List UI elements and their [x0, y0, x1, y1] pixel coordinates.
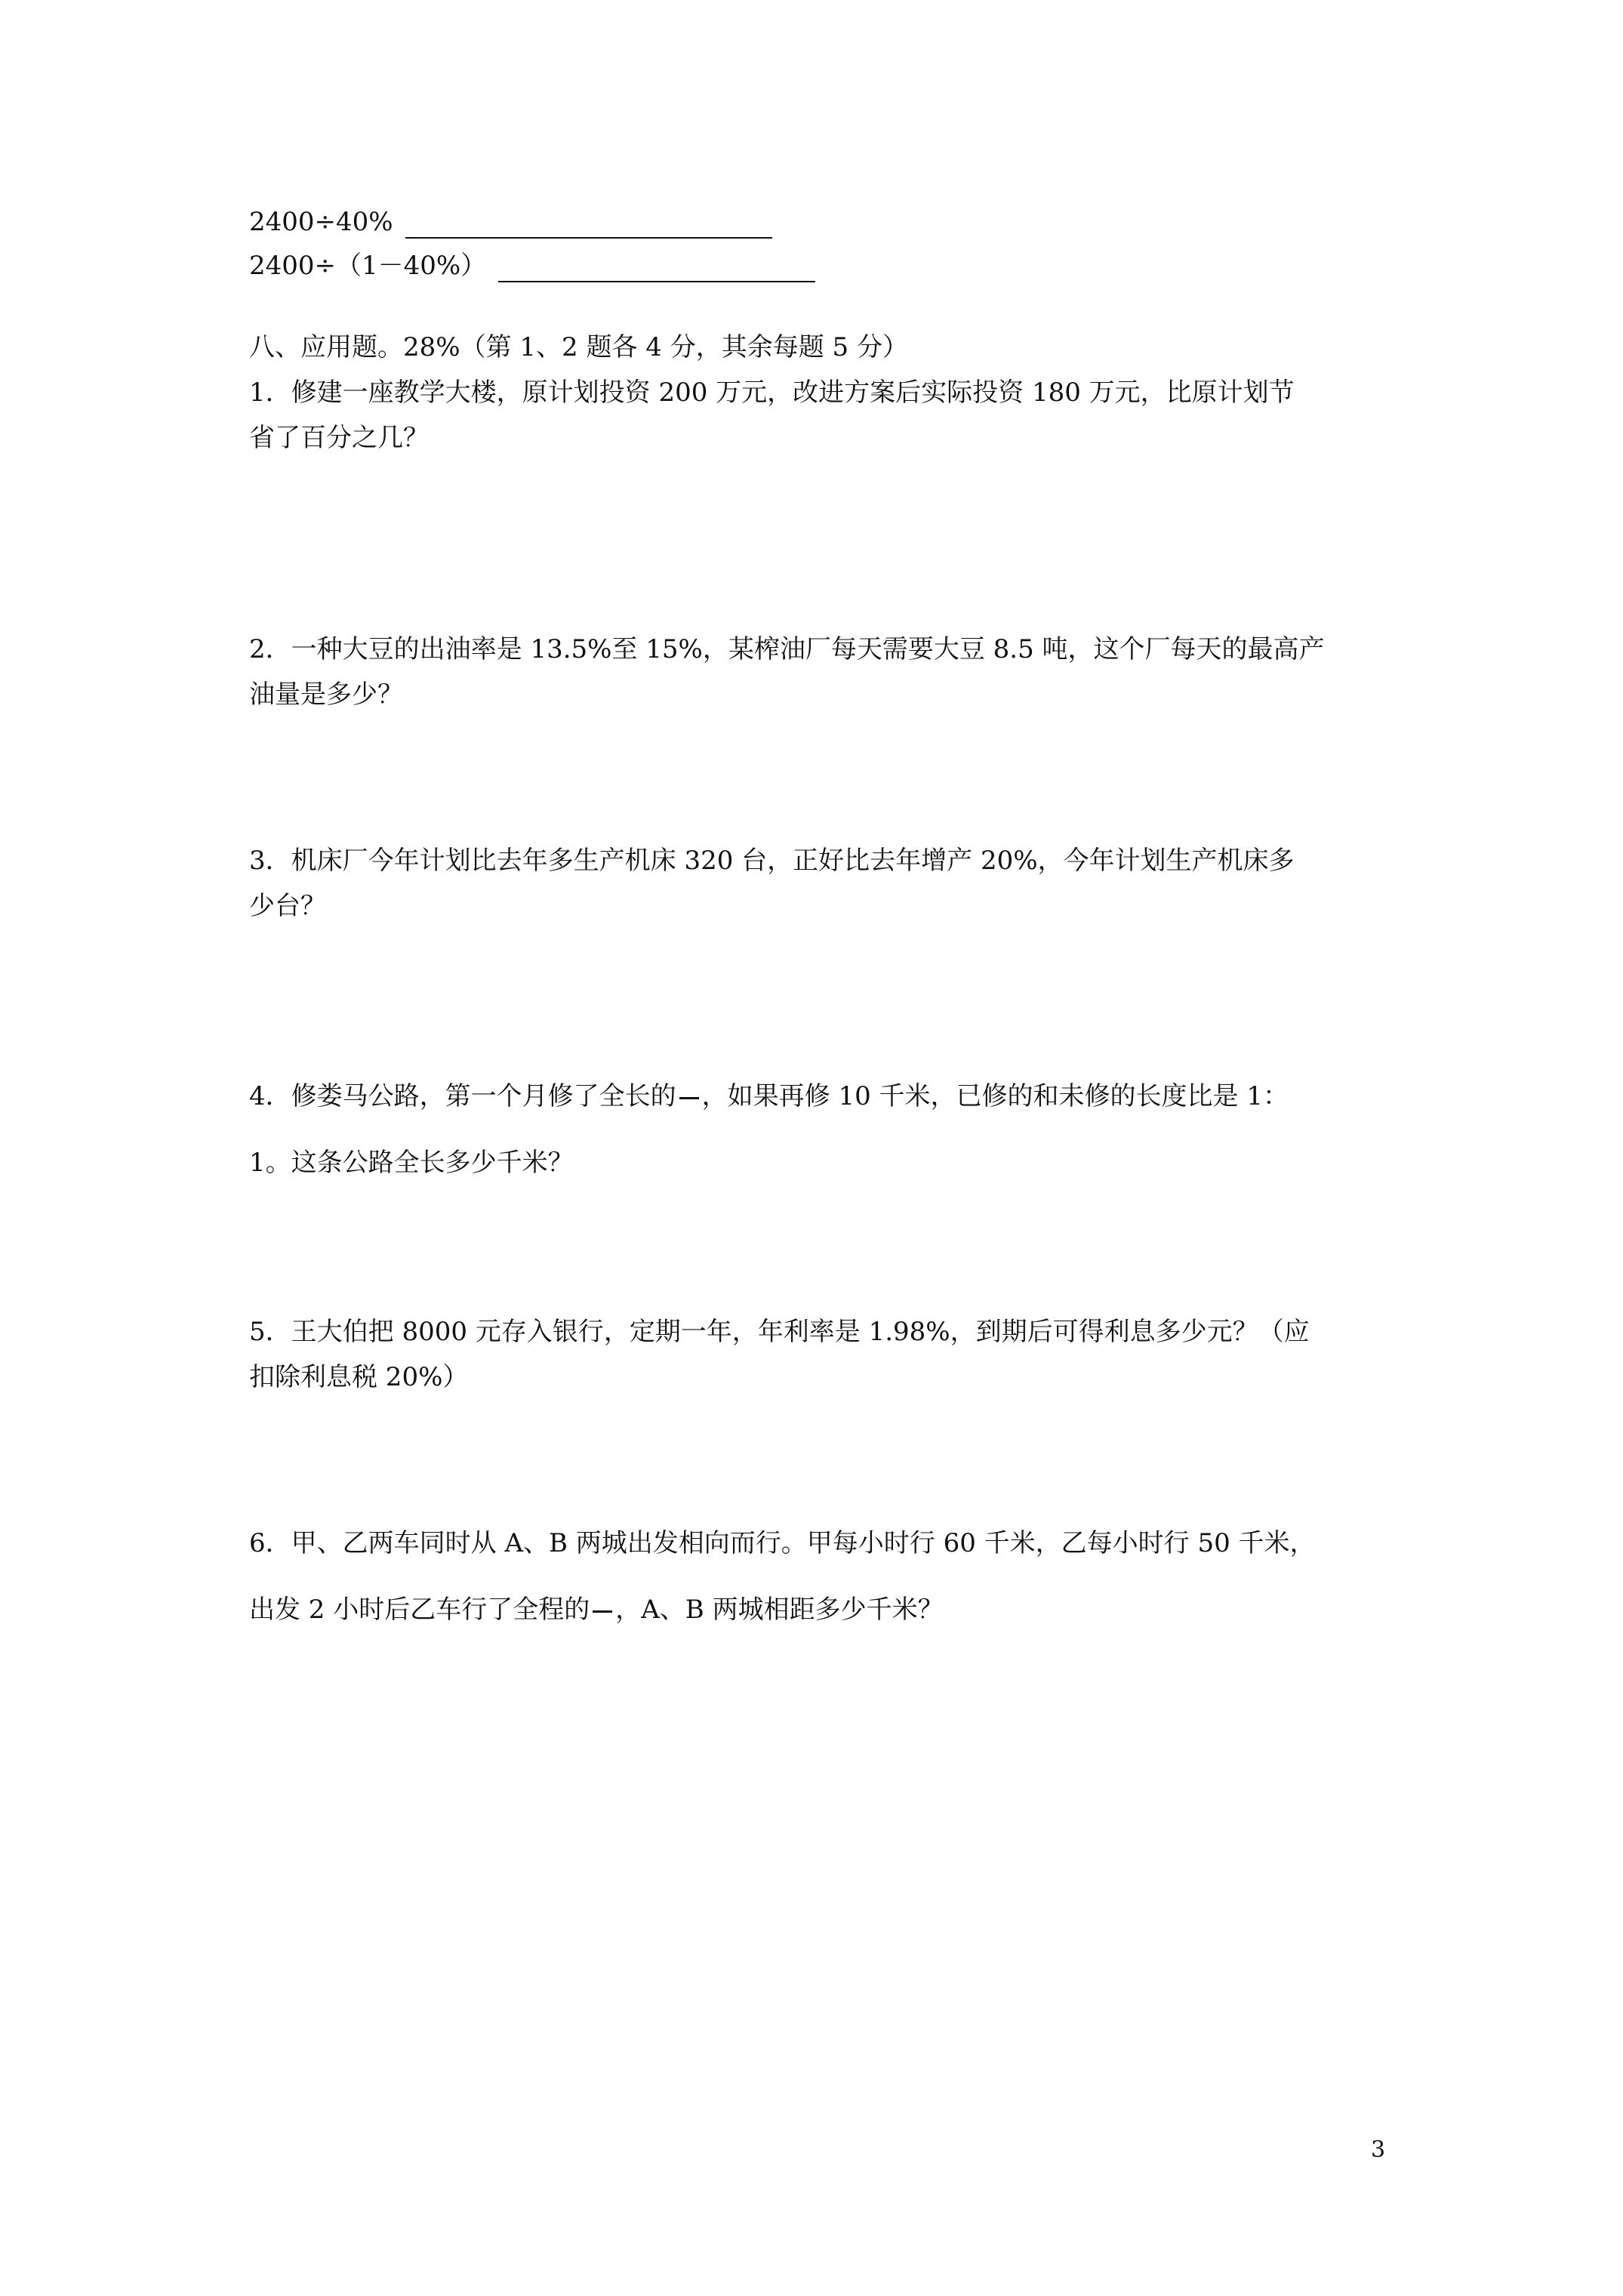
problem-6-text-a: 出发 2 小时后乙车行了全程的 — [249, 1595, 590, 1625]
problem-4-line-1 — [249, 1080, 1289, 1113]
problem-3-line-2: 少台？ — [249, 891, 326, 921]
problem-6-text-b: ，A、B 两城相距多少千米？ — [615, 1595, 944, 1625]
problem-1-line-2: 省了百分之几？ — [249, 423, 429, 453]
calc-expression-2: 2400÷（1－40%） — [249, 251, 487, 281]
problem-5-line-1: 5．王大伯把 8000 元存入银行，定期一年，年利率是 1.98%，到期后可得利息多少元？（应 — [249, 1317, 1310, 1347]
problem-6-line-2 — [249, 1593, 944, 1626]
problem-6-line-1: 6．甲、乙两车同时从 A、B 两城出发相向而行。甲每小时行 60 千米，乙每小时行 50 千米， — [249, 1528, 1316, 1558]
problem-4-line-2: 1。这条公路全长多少千米？ — [249, 1148, 574, 1178]
fraction-bar-icon — [679, 1097, 699, 1099]
problem-2-line-2: 油量是多少？ — [249, 680, 403, 710]
problem-4-text-a: 4．修娄马公路，第一个月修了全长的 — [249, 1081, 676, 1111]
answer-blank-2[interactable] — [498, 258, 815, 282]
fraction-bar-icon — [593, 1610, 612, 1613]
problem-4-text-b: ，如果再修 10 千米，已修的和未修的长度比是 1： — [701, 1081, 1289, 1111]
problem-2-line-1: 2．一种大豆的出油率是 13.5%至 15%，某榨油厂每天需要大豆 8.5 吨，这个厂每天的最高产 — [249, 634, 1325, 664]
page-number: 3 — [1371, 2137, 1386, 2163]
answer-blank-1[interactable] — [405, 214, 772, 239]
calc-line-2 — [249, 249, 815, 282]
problem-5-line-2: 扣除利息税 20%） — [249, 1362, 469, 1392]
calc-expression-1: 2400÷40% — [249, 207, 393, 237]
calc-line-1 — [249, 205, 772, 239]
problem-1-line-1: 1．修建一座教学大楼，原计划投资 200 万元，改进方案后实际投资 180 万元，比原计划节 — [249, 378, 1295, 408]
section-heading: 八、应用题。28%（第 1、2 题各 4 分，其余每题 5 分） — [249, 332, 908, 362]
problem-3-line-1: 3．机床厂今年计划比去年多生产机床 320 台，正好比去年增产 20%，今年计划生产机床多 — [249, 846, 1295, 876]
